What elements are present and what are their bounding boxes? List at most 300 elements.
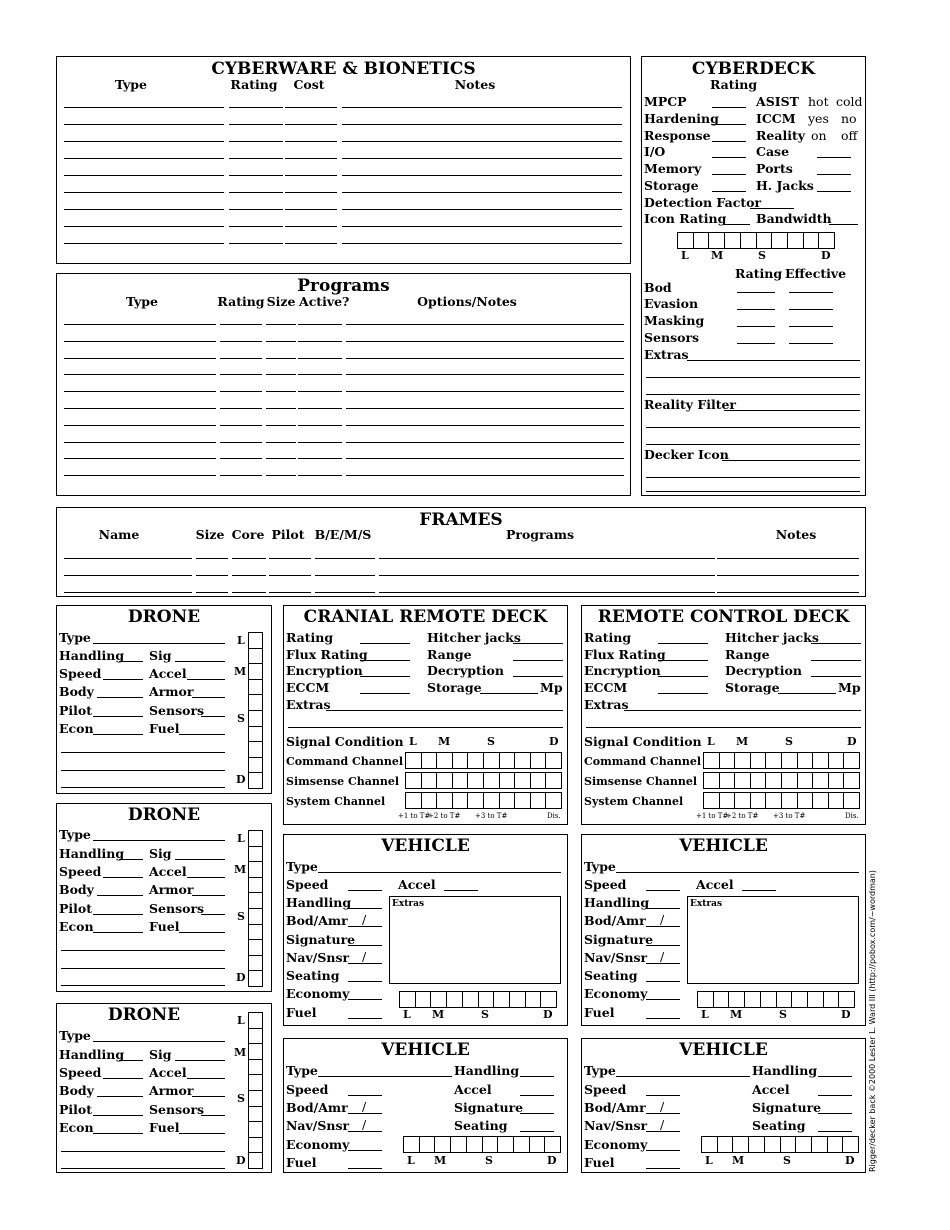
vehicle-track-light: L bbox=[701, 1008, 709, 1021]
drone-track-light: L bbox=[237, 832, 245, 845]
vehicle-type-field[interactable] bbox=[616, 1076, 750, 1077]
form-line[interactable] bbox=[346, 408, 624, 409]
form-line[interactable] bbox=[266, 408, 296, 409]
form-line[interactable] bbox=[266, 324, 296, 325]
vehicle-extras-box[interactable] bbox=[687, 896, 859, 984]
rcd-system-channel-track[interactable] bbox=[703, 792, 860, 809]
cranial-decryption-label: Decryption bbox=[427, 663, 504, 678]
form-line[interactable] bbox=[229, 192, 283, 193]
rcd-extras-line[interactable] bbox=[586, 727, 861, 728]
cranial-command-channel-track[interactable] bbox=[405, 752, 562, 769]
vehicle-fuel-field[interactable] bbox=[646, 1168, 680, 1169]
form-line[interactable] bbox=[220, 391, 262, 392]
form-line[interactable] bbox=[346, 442, 624, 443]
drone-accel-label: Accel bbox=[149, 1065, 187, 1080]
cyberdeck-track-moderate: M bbox=[711, 249, 724, 262]
drone-sig-field[interactable] bbox=[175, 1060, 225, 1061]
form-line[interactable] bbox=[64, 458, 216, 459]
form-line[interactable] bbox=[229, 141, 283, 142]
vehicle-seating-field[interactable] bbox=[646, 981, 680, 982]
drone-armor-field[interactable] bbox=[192, 1096, 225, 1097]
sensors-effective-field[interactable] bbox=[789, 343, 833, 344]
form-line[interactable] bbox=[64, 442, 216, 443]
form-line[interactable] bbox=[346, 324, 624, 325]
masking-effective-field[interactable] bbox=[789, 326, 833, 327]
rcd-encryption-field[interactable] bbox=[658, 676, 708, 677]
vehicle-handling-label: Handling bbox=[752, 1063, 818, 1078]
rcd-rating-field[interactable] bbox=[658, 643, 708, 644]
vehicle-accel-label: Accel bbox=[752, 1082, 790, 1097]
cranial-rating-field[interactable] bbox=[360, 643, 410, 644]
form-line[interactable] bbox=[342, 209, 622, 210]
cyberdeck-storage-label: Storage bbox=[644, 178, 699, 193]
form-line[interactable] bbox=[64, 124, 224, 125]
vehicle-accel-field[interactable] bbox=[520, 1095, 554, 1096]
frames-section bbox=[56, 507, 866, 597]
cranial-decryption-field[interactable] bbox=[513, 676, 563, 677]
drone-fuel-field[interactable] bbox=[179, 1133, 225, 1134]
icon-rating-label: Icon Rating bbox=[644, 211, 727, 226]
drone-body-label: Body bbox=[59, 684, 94, 699]
drone-armor-label: Armor bbox=[149, 882, 194, 897]
form-line[interactable] bbox=[342, 192, 622, 193]
vehicle-handling-field[interactable] bbox=[646, 908, 680, 909]
form-line[interactable] bbox=[64, 358, 216, 359]
drone-notes-line[interactable] bbox=[61, 968, 225, 969]
drone-condition-track[interactable] bbox=[248, 830, 263, 987]
cyberdeck-extras-field[interactable] bbox=[687, 360, 860, 361]
vehicle-compact-section bbox=[581, 1038, 866, 1173]
drone-track-moderate: M bbox=[234, 863, 247, 876]
cyberdeck-extras-line[interactable] bbox=[646, 377, 860, 378]
form-line[interactable] bbox=[315, 592, 375, 593]
form-line[interactable] bbox=[220, 324, 262, 325]
vehicle-bodamr-label: Bod/Amr bbox=[286, 1100, 348, 1115]
form-line[interactable] bbox=[64, 324, 216, 325]
drone-pilot-field[interactable] bbox=[93, 716, 143, 717]
form-line[interactable] bbox=[285, 226, 337, 227]
vehicle-seating-field[interactable] bbox=[348, 981, 382, 982]
form-line[interactable] bbox=[196, 558, 228, 559]
vehicle-seating-field[interactable] bbox=[818, 1131, 852, 1132]
form-line[interactable] bbox=[220, 408, 262, 409]
cranial-rating-label: Rating bbox=[286, 630, 334, 645]
form-line[interactable] bbox=[64, 425, 216, 426]
form-line[interactable] bbox=[229, 243, 283, 244]
reality-option-on[interactable]: on bbox=[811, 128, 827, 143]
rcd-encryption-label: Encryption bbox=[584, 663, 661, 678]
form-line[interactable] bbox=[285, 192, 337, 193]
vehicle-accel-field[interactable] bbox=[444, 890, 478, 891]
form-line[interactable] bbox=[229, 175, 283, 176]
vehicle-track-moderate: M bbox=[434, 1154, 447, 1167]
form-line[interactable] bbox=[64, 374, 216, 375]
form-line[interactable] bbox=[269, 558, 311, 559]
cyberdeck-masking-label: Masking bbox=[644, 313, 705, 328]
form-line[interactable] bbox=[298, 341, 342, 342]
drone-type-field[interactable] bbox=[93, 1041, 225, 1042]
form-line[interactable] bbox=[285, 209, 337, 210]
bandwidth-field[interactable] bbox=[829, 224, 858, 225]
vehicle-signature-field[interactable] bbox=[348, 945, 382, 946]
form-line[interactable] bbox=[315, 575, 375, 576]
vehicle-speed-field[interactable] bbox=[348, 890, 382, 891]
rcd-hitcher-field[interactable] bbox=[811, 643, 861, 644]
drone-notes-line[interactable] bbox=[61, 985, 225, 986]
iccm-option-no[interactable]: no bbox=[841, 111, 857, 126]
cyberdeck-title: CYBERDECK bbox=[691, 59, 816, 79]
vehicle-handling-field[interactable] bbox=[818, 1076, 852, 1077]
form-line[interactable] bbox=[266, 374, 296, 375]
drone-notes-line[interactable] bbox=[61, 950, 225, 951]
reality-filter-field[interactable] bbox=[724, 410, 860, 411]
drone-fuel-field[interactable] bbox=[179, 734, 225, 735]
iccm-option-yes[interactable]: yes bbox=[808, 111, 829, 126]
cyberware-title: CYBERWARE & BIONETICS bbox=[211, 59, 476, 79]
asist-option-cold[interactable]: cold bbox=[836, 94, 863, 109]
rcd-storage-field[interactable] bbox=[778, 693, 836, 694]
form-line[interactable] bbox=[64, 475, 216, 476]
cranial-extras-line[interactable] bbox=[288, 727, 563, 728]
drone-handling-field[interactable] bbox=[119, 1060, 143, 1061]
cyberdeck-io-field[interactable] bbox=[712, 157, 746, 158]
form-line[interactable] bbox=[379, 558, 715, 559]
form-line[interactable] bbox=[717, 592, 859, 593]
cyberdeck-case-field[interactable] bbox=[817, 157, 851, 158]
rcd-flux-field[interactable] bbox=[658, 660, 708, 661]
form-line[interactable] bbox=[64, 558, 192, 559]
drone-track-moderate: M bbox=[234, 665, 247, 678]
drone-armor-field[interactable] bbox=[192, 895, 225, 896]
vehicle-accel-field[interactable] bbox=[742, 890, 776, 891]
vehicle-type-field[interactable] bbox=[318, 872, 561, 873]
drone-handling-field[interactable] bbox=[119, 661, 143, 662]
form-line[interactable] bbox=[64, 209, 224, 210]
form-line[interactable] bbox=[298, 458, 342, 459]
form-line[interactable] bbox=[298, 408, 342, 409]
cranial-system-channel-track[interactable] bbox=[405, 792, 562, 809]
form-line[interactable] bbox=[342, 175, 622, 176]
vehicle-type-field[interactable] bbox=[616, 872, 859, 873]
cyberdeck-memory-field[interactable] bbox=[712, 174, 746, 175]
form-line[interactable] bbox=[220, 475, 262, 476]
vehicle-signature-field[interactable] bbox=[520, 1113, 554, 1114]
vehicle-speed-field[interactable] bbox=[646, 1095, 680, 1096]
cyberware-section bbox=[56, 56, 631, 264]
rcd-command-channel-track[interactable] bbox=[703, 752, 860, 769]
decker-icon-field[interactable] bbox=[722, 460, 860, 461]
drone-econ-field[interactable] bbox=[93, 734, 143, 735]
drone-sensors-field[interactable] bbox=[201, 716, 225, 717]
cranial-storage-field[interactable] bbox=[480, 693, 538, 694]
form-line[interactable] bbox=[64, 592, 192, 593]
vehicle-bodamr-label: Bod/Amr bbox=[286, 913, 348, 928]
cyberdeck-hardening-field[interactable] bbox=[712, 124, 746, 125]
vehicle-condition-track[interactable] bbox=[399, 991, 557, 1008]
vehicle-signature-field[interactable] bbox=[646, 945, 680, 946]
drone-notes-line[interactable] bbox=[61, 1151, 225, 1152]
form-line[interactable] bbox=[64, 391, 216, 392]
form-line[interactable] bbox=[346, 374, 624, 375]
vehicle-extras-box[interactable] bbox=[389, 896, 561, 984]
form-line[interactable] bbox=[298, 475, 342, 476]
cyberdeck-response-field[interactable] bbox=[712, 141, 746, 142]
rcd-mod-dis: Dis. bbox=[845, 812, 859, 820]
drone-notes-line[interactable] bbox=[61, 787, 225, 788]
icon-rating-field[interactable] bbox=[724, 224, 750, 225]
sensors-rating-field[interactable] bbox=[737, 343, 775, 344]
vehicle-economy-field[interactable] bbox=[348, 1150, 382, 1151]
form-line[interactable] bbox=[232, 558, 266, 559]
vehicle-handling-field[interactable] bbox=[348, 908, 382, 909]
drone-accel-field[interactable] bbox=[187, 1078, 225, 1079]
vehicle-title: VEHICLE bbox=[679, 1040, 768, 1060]
form-line[interactable] bbox=[64, 226, 224, 227]
form-line[interactable] bbox=[379, 592, 715, 593]
form-line[interactable] bbox=[285, 141, 337, 142]
form-line[interactable] bbox=[64, 575, 192, 576]
form-line[interactable] bbox=[717, 575, 859, 576]
form-line[interactable] bbox=[229, 124, 283, 125]
vehicle-seating-field[interactable] bbox=[520, 1131, 554, 1132]
drone-notes-line[interactable] bbox=[61, 752, 225, 753]
form-line[interactable] bbox=[342, 124, 622, 125]
form-line[interactable] bbox=[298, 358, 342, 359]
vehicle-title: VEHICLE bbox=[381, 836, 470, 856]
drone-handling-field[interactable] bbox=[119, 859, 143, 860]
drone-track-serious: S bbox=[237, 1092, 245, 1105]
rcd-eccm-field[interactable] bbox=[658, 693, 708, 694]
drone-pilot-field[interactable] bbox=[93, 914, 143, 915]
form-line[interactable] bbox=[285, 175, 337, 176]
reality-filter-line[interactable] bbox=[646, 444, 860, 445]
form-line[interactable] bbox=[229, 226, 283, 227]
drone-speed-label: Speed bbox=[59, 666, 102, 681]
form-line[interactable] bbox=[220, 358, 262, 359]
vehicle-condition-track[interactable] bbox=[403, 1136, 561, 1153]
reality-filter-line[interactable] bbox=[646, 427, 860, 428]
cranial-extras-field[interactable] bbox=[326, 710, 563, 711]
vehicle-navsnsr-slash: / bbox=[362, 1117, 367, 1132]
vehicle-condition-track[interactable] bbox=[701, 1136, 859, 1153]
form-line[interactable] bbox=[346, 391, 624, 392]
vehicle-section bbox=[581, 834, 866, 1026]
cyberdeck-ports-field[interactable] bbox=[817, 174, 851, 175]
drone-accel-field[interactable] bbox=[187, 679, 225, 680]
vehicle-economy-field[interactable] bbox=[646, 999, 680, 1000]
vehicle-type-field[interactable] bbox=[318, 1076, 452, 1077]
drone-condition-track[interactable] bbox=[248, 632, 263, 789]
form-line[interactable] bbox=[220, 442, 262, 443]
drone-notes-line[interactable] bbox=[61, 1168, 225, 1169]
evasion-rating-field[interactable] bbox=[737, 309, 775, 310]
form-line[interactable] bbox=[266, 475, 296, 476]
vehicle-speed-field[interactable] bbox=[348, 1095, 382, 1096]
cranial-range-field[interactable] bbox=[513, 660, 563, 661]
form-line[interactable] bbox=[266, 442, 296, 443]
cranial-encryption-field[interactable] bbox=[360, 676, 410, 677]
form-line[interactable] bbox=[285, 243, 337, 244]
rcd-range-field[interactable] bbox=[811, 660, 861, 661]
form-line[interactable] bbox=[298, 324, 342, 325]
drone-pilot-field[interactable] bbox=[93, 1115, 143, 1116]
drone-type-field[interactable] bbox=[93, 840, 225, 841]
cranial-flux-field[interactable] bbox=[360, 660, 410, 661]
bod-rating-field[interactable] bbox=[737, 292, 775, 293]
detection-factor-field[interactable] bbox=[750, 208, 794, 209]
drone-econ-field[interactable] bbox=[93, 932, 143, 933]
form-line[interactable] bbox=[342, 226, 622, 227]
form-line[interactable] bbox=[342, 243, 622, 244]
form-line[interactable] bbox=[229, 107, 283, 108]
drone-body-field[interactable] bbox=[97, 697, 143, 698]
vehicle-navsnsr-label: Nav/Snsr bbox=[584, 950, 648, 965]
drone-body-field[interactable] bbox=[97, 895, 143, 896]
cyberdeck-io-label: I/O bbox=[644, 144, 666, 159]
form-line[interactable] bbox=[64, 158, 224, 159]
form-line[interactable] bbox=[285, 158, 337, 159]
drone-title: DRONE bbox=[127, 805, 201, 825]
vehicle-fuel-field[interactable] bbox=[348, 1018, 382, 1019]
drone-type-field[interactable] bbox=[93, 643, 225, 644]
form-line[interactable] bbox=[379, 575, 715, 576]
rcd-simsense-channel-track[interactable] bbox=[703, 772, 860, 789]
form-line[interactable] bbox=[346, 425, 624, 426]
drone-accel-field[interactable] bbox=[187, 877, 225, 878]
rcd-rating-label: Rating bbox=[584, 630, 632, 645]
form-line[interactable] bbox=[64, 141, 224, 142]
vehicle-condition-track[interactable] bbox=[697, 991, 855, 1008]
form-line[interactable] bbox=[342, 107, 622, 108]
vehicle-type-label: Type bbox=[286, 859, 318, 874]
vehicle-economy-field[interactable] bbox=[646, 1150, 680, 1151]
form-line[interactable] bbox=[64, 175, 224, 176]
vehicle-track-serious: S bbox=[783, 1154, 791, 1167]
cyberdeck-storage-field[interactable] bbox=[712, 191, 746, 192]
form-line[interactable] bbox=[342, 141, 622, 142]
form-line[interactable] bbox=[346, 458, 624, 459]
vehicle-track-deadly: D bbox=[845, 1154, 855, 1167]
form-line[interactable] bbox=[196, 575, 228, 576]
form-line[interactable] bbox=[220, 425, 262, 426]
drone-speed-field[interactable] bbox=[103, 1078, 143, 1079]
form-line[interactable] bbox=[232, 575, 266, 576]
rcd-decryption-field[interactable] bbox=[811, 676, 861, 677]
drone-speed-field[interactable] bbox=[103, 679, 143, 680]
form-line[interactable] bbox=[220, 341, 262, 342]
vehicle-signature-field[interactable] bbox=[818, 1113, 852, 1114]
form-line[interactable] bbox=[269, 592, 311, 593]
vehicle-navsnsr-label: Nav/Snsr bbox=[584, 1118, 648, 1133]
drone-sig-label: Sig bbox=[149, 648, 172, 663]
form-line[interactable] bbox=[64, 107, 224, 108]
form-line[interactable] bbox=[298, 391, 342, 392]
form-line[interactable] bbox=[269, 575, 311, 576]
form-line[interactable] bbox=[232, 592, 266, 593]
form-line[interactable] bbox=[64, 192, 224, 193]
reality-option-off[interactable]: off bbox=[841, 128, 858, 143]
form-line[interactable] bbox=[220, 374, 262, 375]
form-line[interactable] bbox=[266, 458, 296, 459]
form-line[interactable] bbox=[298, 442, 342, 443]
masking-rating-field[interactable] bbox=[737, 326, 775, 327]
form-line[interactable] bbox=[342, 158, 622, 159]
drone-sig-field[interactable] bbox=[175, 859, 225, 860]
cyberdeck-mpcp-field[interactable] bbox=[712, 107, 746, 108]
decker-icon-line[interactable] bbox=[646, 491, 860, 492]
vehicle-handling-field[interactable] bbox=[520, 1076, 554, 1077]
drone-sensors-field[interactable] bbox=[201, 914, 225, 915]
cranial-eccm-field[interactable] bbox=[360, 693, 410, 694]
form-line[interactable] bbox=[266, 425, 296, 426]
cyberdeck-extras-line[interactable] bbox=[646, 394, 860, 395]
form-line[interactable] bbox=[220, 458, 262, 459]
form-line[interactable] bbox=[266, 341, 296, 342]
vehicle-fuel-field[interactable] bbox=[646, 1018, 680, 1019]
vehicle-fuel-field[interactable] bbox=[348, 1168, 382, 1169]
cyberdeck-hjacks-field[interactable] bbox=[817, 191, 851, 192]
drone-econ-field[interactable] bbox=[93, 1133, 143, 1134]
form-line[interactable] bbox=[196, 592, 228, 593]
form-line[interactable] bbox=[298, 425, 342, 426]
decker-icon-line[interactable] bbox=[646, 477, 860, 478]
form-line[interactable] bbox=[266, 391, 296, 392]
vehicle-accel-field[interactable] bbox=[818, 1095, 852, 1096]
cranial-simsense-channel-track[interactable] bbox=[405, 772, 562, 789]
form-line[interactable] bbox=[64, 243, 224, 244]
programs-section bbox=[56, 273, 631, 496]
form-line[interactable] bbox=[64, 408, 216, 409]
cyberdeck-condition-track[interactable] bbox=[677, 232, 835, 249]
rcd-simsense-channel-label: Simsense Channel bbox=[584, 775, 698, 788]
frames-col-pilot: Pilot bbox=[271, 527, 305, 542]
form-line[interactable] bbox=[346, 358, 624, 359]
form-line[interactable] bbox=[64, 341, 216, 342]
drone-armor-field[interactable] bbox=[192, 697, 225, 698]
vehicle-speed-field[interactable] bbox=[646, 890, 680, 891]
form-line[interactable] bbox=[229, 209, 283, 210]
form-line[interactable] bbox=[346, 341, 624, 342]
drone-body-field[interactable] bbox=[97, 1096, 143, 1097]
cyberdeck-hardening-label: Hardening bbox=[644, 111, 719, 126]
cranial-hitcher-field[interactable] bbox=[513, 643, 563, 644]
bod-effective-field[interactable] bbox=[789, 292, 833, 293]
drone-fuel-field[interactable] bbox=[179, 932, 225, 933]
rcd-extras-field[interactable] bbox=[624, 710, 861, 711]
form-line[interactable] bbox=[229, 158, 283, 159]
drone-track-deadly: D bbox=[236, 1154, 246, 1167]
form-line[interactable] bbox=[285, 124, 337, 125]
drone-section bbox=[56, 1003, 272, 1173]
form-line[interactable] bbox=[298, 374, 342, 375]
drone-sensors-field[interactable] bbox=[201, 1115, 225, 1116]
drone-condition-track[interactable] bbox=[248, 1012, 263, 1169]
evasion-effective-field[interactable] bbox=[789, 309, 833, 310]
drone-type-label: Type bbox=[59, 630, 91, 645]
form-line[interactable] bbox=[285, 107, 337, 108]
form-line[interactable] bbox=[266, 358, 296, 359]
vehicle-bodamr-label: Bod/Amr bbox=[584, 1100, 646, 1115]
form-line[interactable] bbox=[315, 558, 375, 559]
vehicle-navsnsr-label: Nav/Snsr bbox=[286, 950, 350, 965]
drone-notes-line[interactable] bbox=[61, 770, 225, 771]
form-line[interactable] bbox=[346, 475, 624, 476]
form-line[interactable] bbox=[717, 558, 859, 559]
drone-speed-field[interactable] bbox=[103, 877, 143, 878]
vehicle-economy-field[interactable] bbox=[348, 999, 382, 1000]
drone-sig-field[interactable] bbox=[175, 661, 225, 662]
asist-option-hot[interactable]: hot bbox=[808, 94, 829, 109]
